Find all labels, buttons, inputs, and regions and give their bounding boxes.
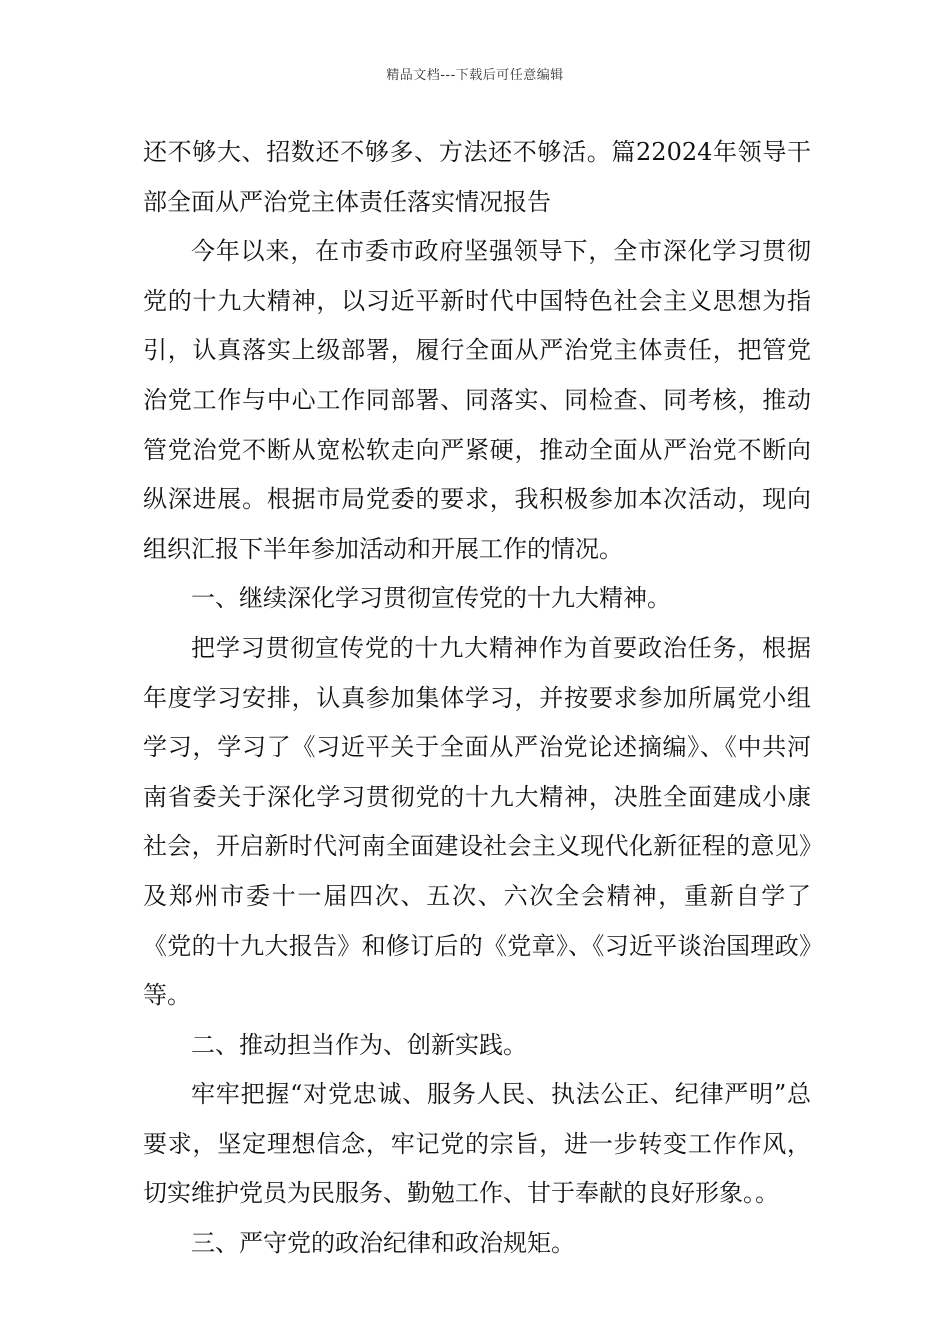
section-heading-2: 二、推动担当作为、创新实践。 <box>191 1030 527 1059</box>
paragraph-practice: 牢牢把握“对党忠诚、服务人民、执法公正、纪律严明”总要求，坚定理想信念，牢记党的宗旨，进一步转变工作作风，切实维护党员为民服务、勤勉工作、甘于奉献的良好形象。。 <box>143 1080 811 1208</box>
document-body <box>143 128 811 1269</box>
page-header: 精品文档---下载后可任意编辑 <box>386 68 564 83</box>
paragraph-continuation: 还不够大、招数还不够多、方法还不够活。篇22024年领导干部全面从严治党主体责任落实情况报告 <box>143 138 811 216</box>
paragraph-study: 把学习贯彻宣传党的十九大精神作为首要政治任务，根据年度学习安排，认真参加集体学习，并按要求参加所属党小组学习，学习了《习近平关于全面从严治党论述摘编》、《中共河南省委关于深化学习贯彻党的十九大精神，决胜全面建成小康社会，开启新时代河南全面建设社会主义现代化新征程的意见》及郑州市委十一届四次、五次、六次全会精神，重新自学了《党的十九大报告》和修订后的《党章》、《习近平谈治国理政》等。 <box>143 633 811 1010</box>
section-heading-3: 三、严守党的政治纪律和政治规矩。 <box>191 1229 575 1258</box>
section-heading-1: 一、继续深化学习贯彻宣传党的十九大精神。 <box>191 584 671 613</box>
paragraph-intro: 今年以来，在市委市政府坚强领导下，全市深化学习贯彻党的十九大精神，以习近平新时代中国特色社会主义思想为指引，认真落实上级部署，履行全面从严治党主体责任，把管党治党工作与中心工作同部署、同落实、同检查、同考核，推动管党治党不断从宽松软走向严紧硬，推动全面从严治党不断向纵深进展。根据市局党委的要求，我积极参加本次活动，现向组织汇报下半年参加活动和开展工作的情况。 <box>143 237 811 563</box>
